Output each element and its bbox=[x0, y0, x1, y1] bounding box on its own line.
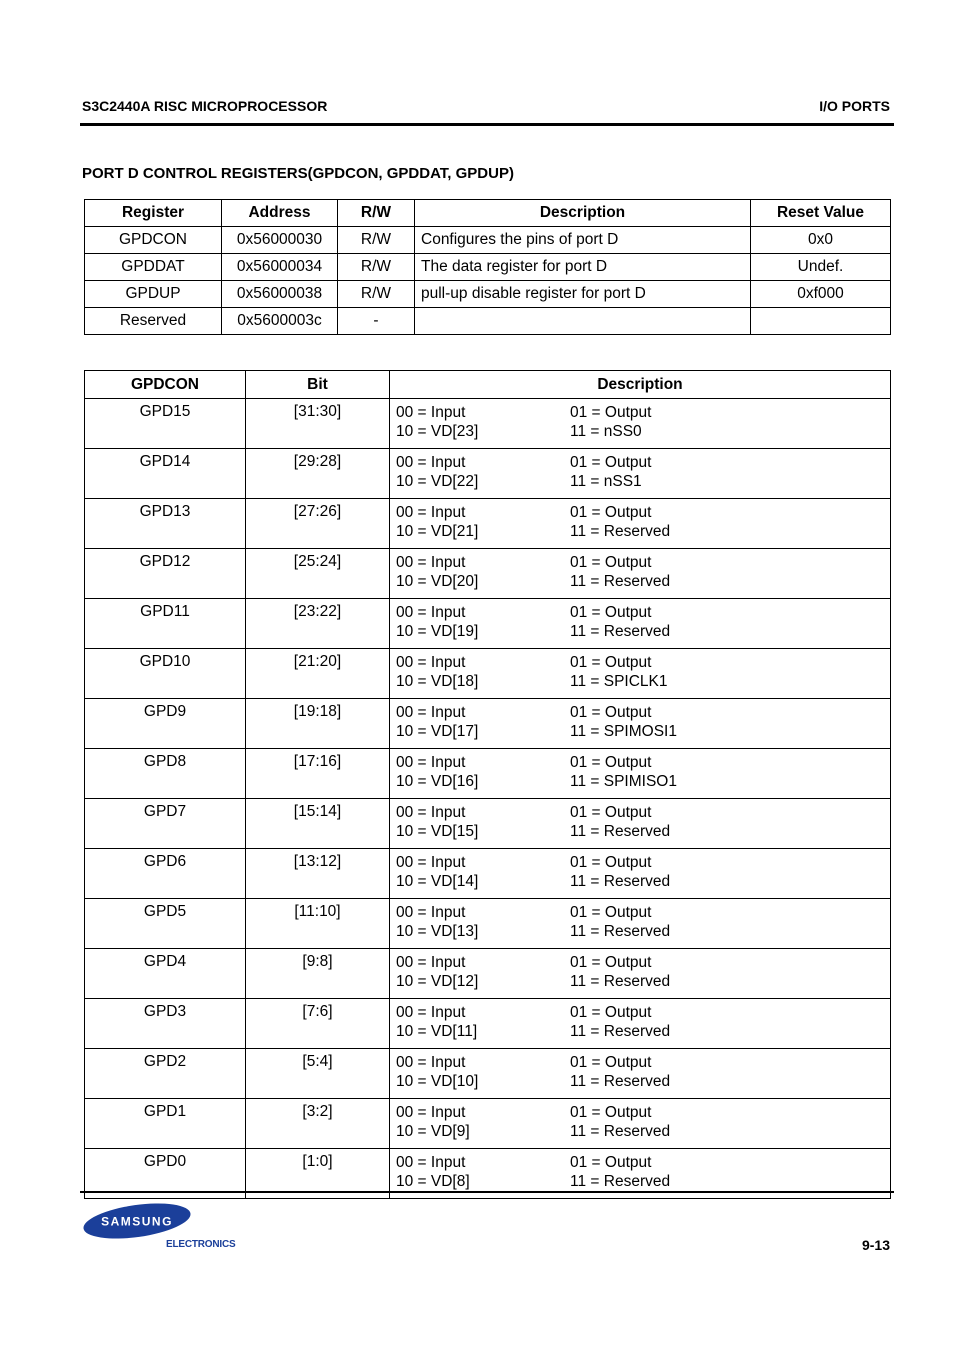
samsung-logo bbox=[82, 1202, 194, 1240]
option-10: 10 = VD[13] bbox=[396, 923, 479, 940]
bit-range: [5:4] bbox=[246, 1049, 390, 1099]
bit-range: [17:16] bbox=[246, 749, 390, 799]
register-description: The data register for port D bbox=[415, 254, 751, 281]
column-header: Address bbox=[222, 200, 338, 227]
pin-description bbox=[390, 699, 891, 749]
register-reset-value: 0xf000 bbox=[751, 281, 891, 308]
bit-range: [25:24] bbox=[246, 549, 390, 599]
bit-range: [13:12] bbox=[246, 849, 390, 899]
description-line bbox=[396, 453, 890, 472]
logo-wordmark: SAMSUNG bbox=[101, 1214, 173, 1229]
option-00: 00 = Input bbox=[396, 854, 466, 871]
option-11: 11 = SPIMISO1 bbox=[570, 773, 677, 790]
option-11: 11 = Reserved bbox=[570, 623, 671, 640]
table-row bbox=[85, 849, 891, 899]
pin-name: GPD5 bbox=[85, 899, 246, 949]
register-name: GPDDAT bbox=[85, 254, 222, 281]
option-10: 10 = VD[23] bbox=[396, 423, 479, 440]
option-10: 10 = VD[19] bbox=[396, 623, 479, 640]
register-address: 0x5600003c bbox=[222, 308, 338, 335]
option-00: 00 = Input bbox=[396, 554, 466, 571]
description-line bbox=[396, 1103, 890, 1122]
pin-description bbox=[390, 499, 891, 549]
description-line bbox=[396, 722, 890, 741]
pin-name: GPD10 bbox=[85, 649, 246, 699]
register-rw: R/W bbox=[338, 227, 415, 254]
option-10: 10 = VD[22] bbox=[396, 473, 479, 490]
option-01: 01 = Output bbox=[570, 604, 652, 621]
bit-range: [19:18] bbox=[246, 699, 390, 749]
option-00: 00 = Input bbox=[396, 904, 466, 921]
pin-name: GPD1 bbox=[85, 1099, 246, 1149]
column-header: R/W bbox=[338, 200, 415, 227]
pin-name: GPD6 bbox=[85, 849, 246, 899]
bit-range: [3:2] bbox=[246, 1099, 390, 1149]
header-section: I/O PORTS bbox=[819, 98, 890, 114]
option-10: 10 = VD[12] bbox=[396, 973, 479, 990]
description-line bbox=[396, 772, 890, 791]
pin-description bbox=[390, 799, 891, 849]
description-line bbox=[396, 503, 890, 522]
option-01: 01 = Output bbox=[570, 504, 652, 521]
option-00: 00 = Input bbox=[396, 454, 466, 471]
pin-name: GPD13 bbox=[85, 499, 246, 549]
description-line bbox=[396, 972, 890, 991]
table-row bbox=[85, 449, 891, 499]
register-reset-value: 0x0 bbox=[751, 227, 891, 254]
description-line bbox=[396, 1122, 890, 1141]
bit-range: [29:28] bbox=[246, 449, 390, 499]
register-address: 0x56000030 bbox=[222, 227, 338, 254]
footer-divider bbox=[80, 1191, 894, 1193]
pin-description bbox=[390, 949, 891, 999]
pin-name: GPD2 bbox=[85, 1049, 246, 1099]
option-10: 10 = VD[16] bbox=[396, 773, 479, 790]
pin-name: GPD14 bbox=[85, 449, 246, 499]
pin-name: GPD3 bbox=[85, 999, 246, 1049]
option-01: 01 = Output bbox=[570, 554, 652, 571]
bit-range: [31:30] bbox=[246, 399, 390, 449]
option-00: 00 = Input bbox=[396, 654, 466, 671]
option-01: 01 = Output bbox=[570, 454, 652, 471]
description-line bbox=[396, 553, 890, 572]
register-description: pull-up disable register for port D bbox=[415, 281, 751, 308]
pin-name: GPD11 bbox=[85, 599, 246, 649]
option-01: 01 = Output bbox=[570, 1054, 652, 1071]
description-line bbox=[396, 953, 890, 972]
description-line bbox=[396, 672, 890, 691]
option-11: 11 = Reserved bbox=[570, 573, 671, 590]
option-11: 11 = SPICLK1 bbox=[570, 673, 668, 690]
option-11: 11 = Reserved bbox=[570, 523, 671, 540]
option-00: 00 = Input bbox=[396, 954, 466, 971]
register-name: Reserved bbox=[85, 308, 222, 335]
table-row bbox=[85, 799, 891, 849]
pin-name: GPD0 bbox=[85, 1149, 246, 1199]
description-line bbox=[396, 472, 890, 491]
pin-description bbox=[390, 549, 891, 599]
description-line bbox=[396, 653, 890, 672]
register-address: 0x56000038 bbox=[222, 281, 338, 308]
option-00: 00 = Input bbox=[396, 604, 466, 621]
pin-description bbox=[390, 1049, 891, 1099]
option-10: 10 = VD[20] bbox=[396, 573, 479, 590]
option-11: 11 = Reserved bbox=[570, 1073, 671, 1090]
pin-description bbox=[390, 999, 891, 1049]
register-description bbox=[415, 308, 751, 335]
option-11: 11 = nSS0 bbox=[570, 423, 642, 440]
bit-range: [11:10] bbox=[246, 899, 390, 949]
option-10: 10 = VD[9] bbox=[396, 1123, 470, 1140]
option-01: 01 = Output bbox=[570, 704, 652, 721]
column-header: Register bbox=[85, 200, 222, 227]
pin-name: GPD8 bbox=[85, 749, 246, 799]
option-11: 11 = Reserved bbox=[570, 973, 671, 990]
table-row bbox=[85, 699, 891, 749]
description-line bbox=[396, 872, 890, 891]
bit-range: [1:0] bbox=[246, 1149, 390, 1199]
pin-description bbox=[390, 899, 891, 949]
option-00: 00 = Input bbox=[396, 404, 466, 421]
table-row bbox=[85, 254, 891, 281]
option-00: 00 = Input bbox=[396, 1104, 466, 1121]
option-10: 10 = VD[21] bbox=[396, 523, 479, 540]
description-line bbox=[396, 1022, 890, 1041]
option-00: 00 = Input bbox=[396, 1054, 466, 1071]
option-11: 11 = Reserved bbox=[570, 823, 671, 840]
option-11: 11 = Reserved bbox=[570, 873, 671, 890]
electronics-label: ELECTRONICS bbox=[166, 1239, 236, 1250]
pin-name: GPD15 bbox=[85, 399, 246, 449]
description-line bbox=[396, 853, 890, 872]
option-00: 00 = Input bbox=[396, 1004, 466, 1021]
table-row bbox=[85, 227, 891, 254]
column-header: Bit bbox=[246, 371, 390, 399]
pin-description bbox=[390, 849, 891, 899]
description-line bbox=[396, 1053, 890, 1072]
header-divider bbox=[80, 123, 894, 126]
table-row bbox=[85, 649, 891, 699]
option-01: 01 = Output bbox=[570, 1104, 652, 1121]
table-row bbox=[85, 281, 891, 308]
option-01: 01 = Output bbox=[570, 954, 652, 971]
pin-description bbox=[390, 749, 891, 799]
option-00: 00 = Input bbox=[396, 504, 466, 521]
pin-description bbox=[390, 449, 891, 499]
option-00: 00 = Input bbox=[396, 1154, 466, 1171]
register-rw: R/W bbox=[338, 254, 415, 281]
pin-description bbox=[390, 1099, 891, 1149]
description-line bbox=[396, 422, 890, 441]
description-line bbox=[396, 1072, 890, 1091]
description-line bbox=[396, 1003, 890, 1022]
option-11: 11 = Reserved bbox=[570, 923, 671, 940]
bit-range: [15:14] bbox=[246, 799, 390, 849]
description-line bbox=[396, 603, 890, 622]
option-01: 01 = Output bbox=[570, 904, 652, 921]
description-line bbox=[396, 753, 890, 772]
table-row bbox=[85, 308, 891, 335]
option-11: 11 = Reserved bbox=[570, 1123, 671, 1140]
column-header: GPDCON bbox=[85, 371, 246, 399]
description-line bbox=[396, 922, 890, 941]
option-00: 00 = Input bbox=[396, 804, 466, 821]
bit-range: [23:22] bbox=[246, 599, 390, 649]
register-description: Configures the pins of port D bbox=[415, 227, 751, 254]
description-line bbox=[396, 622, 890, 641]
description-line bbox=[396, 403, 890, 422]
bit-range: [7:6] bbox=[246, 999, 390, 1049]
register-rw: R/W bbox=[338, 281, 415, 308]
option-11: 11 = Reserved bbox=[570, 1023, 671, 1040]
bit-range: [21:20] bbox=[246, 649, 390, 699]
option-01: 01 = Output bbox=[570, 804, 652, 821]
register-name: GPDCON bbox=[85, 227, 222, 254]
table-row bbox=[85, 949, 891, 999]
option-01: 01 = Output bbox=[570, 654, 652, 671]
pin-name: GPD7 bbox=[85, 799, 246, 849]
table-header-row bbox=[85, 200, 891, 227]
description-line bbox=[396, 822, 890, 841]
bit-range: [27:26] bbox=[246, 499, 390, 549]
pin-name: GPD12 bbox=[85, 549, 246, 599]
pin-name: GPD9 bbox=[85, 699, 246, 749]
description-line bbox=[396, 703, 890, 722]
option-01: 01 = Output bbox=[570, 854, 652, 871]
table-row bbox=[85, 999, 891, 1049]
description-line bbox=[396, 803, 890, 822]
option-10: 10 = VD[14] bbox=[396, 873, 479, 890]
option-10: 10 = VD[11] bbox=[396, 1023, 478, 1040]
column-header: Description bbox=[415, 200, 751, 227]
description-line bbox=[396, 1172, 890, 1191]
register-name: GPDUP bbox=[85, 281, 222, 308]
pin-description bbox=[390, 649, 891, 699]
page-number: 9-13 bbox=[861, 1237, 890, 1253]
option-11: 11 = Reserved bbox=[570, 1173, 671, 1190]
header-title: S3C2440A RISC MICROPROCESSOR bbox=[82, 98, 328, 114]
description-line bbox=[396, 572, 890, 591]
option-11: 11 = nSS1 bbox=[570, 473, 642, 490]
column-header: Reset Value bbox=[751, 200, 891, 227]
table-row bbox=[85, 1099, 891, 1149]
table-row bbox=[85, 549, 891, 599]
option-10: 10 = VD[15] bbox=[396, 823, 479, 840]
option-10: 10 = VD[17] bbox=[396, 723, 479, 740]
gpdcon-table bbox=[84, 370, 891, 1199]
register-reset-value bbox=[751, 308, 891, 335]
option-01: 01 = Output bbox=[570, 1004, 652, 1021]
register-rw: - bbox=[338, 308, 415, 335]
option-01: 01 = Output bbox=[570, 754, 652, 771]
description-line bbox=[396, 522, 890, 541]
pin-description bbox=[390, 399, 891, 449]
register-reset-value: Undef. bbox=[751, 254, 891, 281]
table-row bbox=[85, 1049, 891, 1099]
option-10: 10 = VD[8] bbox=[396, 1173, 470, 1190]
table-row bbox=[85, 399, 891, 449]
bit-range: [9:8] bbox=[246, 949, 390, 999]
table-header-row bbox=[85, 371, 891, 399]
option-11: 11 = SPIMOSI1 bbox=[570, 723, 677, 740]
table-row bbox=[85, 899, 891, 949]
option-10: 10 = VD[18] bbox=[396, 673, 479, 690]
table-row bbox=[85, 749, 891, 799]
register-address: 0x56000034 bbox=[222, 254, 338, 281]
option-00: 00 = Input bbox=[396, 754, 466, 771]
description-line bbox=[396, 903, 890, 922]
option-01: 01 = Output bbox=[570, 1154, 652, 1171]
pin-description bbox=[390, 599, 891, 649]
register-table bbox=[84, 199, 891, 335]
section-title: PORT D CONTROL REGISTERS(GPDCON, GPDDAT, GPDUP) bbox=[82, 165, 514, 182]
option-00: 00 = Input bbox=[396, 704, 466, 721]
description-line bbox=[396, 1153, 890, 1172]
pin-name: GPD4 bbox=[85, 949, 246, 999]
option-10: 10 = VD[10] bbox=[396, 1073, 479, 1090]
table-row bbox=[85, 499, 891, 549]
column-header: Description bbox=[390, 371, 891, 399]
option-01: 01 = Output bbox=[570, 404, 652, 421]
table-row bbox=[85, 599, 891, 649]
